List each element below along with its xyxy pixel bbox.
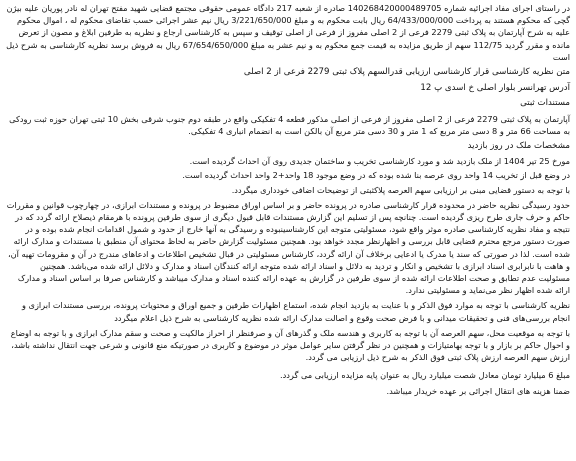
property-address: آدرس تهرانسر بلوار اصلی خ اسدی پ 12 bbox=[420, 83, 570, 94]
amount-text: مبلغ 6 میلیارد تومان معادل شصت میلیارد ریال به عنوان پایه مزایده ارزیابی می گردد. bbox=[280, 370, 570, 381]
registry-text: آپارتمان به پلاک ثبتی 2279 فرعی از 2 اصلی مفروز از فرعی از اصلی مذکور قطعه 4 تفکیکی واقع در طبقه دوم جنوب شرقی بخش 10 ثبتی تهران حوزه ثبت رودکی به مساحت 66 متر و 8 دسی متر مربع که 1 متر و 30 دسی متر مربع آن بالکن است به انضمام انباری 4 تفکیکی. bbox=[9, 113, 570, 136]
review-text: نظریه کارشناسی با توجه به موارد فوق الذکر و با عنایت به بازدید انجام شده، استماع اظهارات طرفین و جمیع اوراق و محتویات پرونده، بررسی مستندات ابرازی و انجام بررسی‌های فنی و تحقیقات میدانی و با فرض صحت وقوع و اصالت مدارک ارائه شده نظریه کارشناسی به شرح ذیل اعلام میگردد bbox=[21, 300, 570, 323]
scope-text: حدود رسیدگی نظریه حاضر در محدوده قرار کارشناسی صادره در پرونده حاضر و بر اساس اوراق مضبوط در پرونده و مستندات ابرازی، در چهارچوب قوانین و مقررات حاکم و حرف جاری طرح ریزی گردیده است. چنانچه پس از تسلیم این گزارش مستندات قابل قبول دیگری از سوی طرفین پرونده با هرمقام ذیصلاح ارائه گردد که در نتیجه و مفاد نظریه کارشناسی صادره موثر واقع شود، مسئولیتی متوجه این کارشناسینبوده و رسیدگی به آنها خارج از حدود و شمول اقدامات انجام شده بوده و در صورت دستور مرجع محترم قضایی قابل بررسی و اظهارنظر مجدد خواهد بود. همچنین مسئولیت گزارش حاضر به لحاظ محتوای آن منطبق با مستندات و مدارک ارائه شده است. لذا در صورتی که سند یا مدرک یا ادعایی برخلاف آن ارائه گردد، کارشناس مسئولیتی در قبال تشخیص اطلاعات و ادعاهای مندرج در آن و مقرومات تهیه آن، و هاهت با نابرابری اسناد ابرازی با تشخیص و انکار و تردید به دلائل و اسناد ارائه شده متوجه ارائه کنندگان اسناد و مدارک و دلائل ارائه شده می‌باشد. همچنین مسئولیت عدم تطابق و صحت اطلاعات ارائه شده از سوی طرفین در گزارش به عهده ارائه کننده اسناد و مدارک میباشد و کارشناس صرفا بر اساس اسناد و مدارک ارائه شده اظهار نظر می‌نماید و مسئولیتی ندارد. bbox=[6, 199, 570, 296]
visit-heading: مشخصات ملک در روز بازدید bbox=[467, 141, 570, 152]
registry-heading: مستندات ثبتی bbox=[520, 98, 570, 109]
report-title: متن نظریه کارشناسی قرار کارشناسی ارزیابی قدرالسهم پلاک ثبتی 2279 فرعی از 2 اصلی bbox=[243, 67, 570, 78]
fyi-text: با توجه به دستور قضایی مبنی بر ارزیابی سهم العرصه پلاکثبتی از توضیحات اضافی خودداری میگردد. bbox=[231, 184, 570, 195]
costs-text: ضمنا هزینه های انتقال اجرائی بر عهده خریدار میباشد. bbox=[386, 385, 570, 396]
status-text: در وضع قبل از تخریب 14 واحد روی عرصه بنا شده بوده که در وضع موجود 18 واحد+2 واحد احداث گردیده است. bbox=[182, 170, 570, 181]
visit-text: مورخ 25 تیر 1404 از ملک بازدید شد و مورد کارشناسی تخریب و ساختمان جدیدی روی آن احداث گردیده است. bbox=[189, 156, 570, 167]
valuation-text: با توجه به موقعیت محل، سهم العرصه آن با توجه به کاربری و هندسه ملک و گذرهای آن و صرفنظر از احراز مالکیت و صحت و سقم مدارک ابرازی و با توجه به اوضاع و احوال حاکم بر بازار و با توجه بهامتیازات و همچنین در نظر گرفتن سایر عوامل موثر در موضوع و کاربری در صورتیکه منع قانونی و شرعی جهت انتقال نداشته باشد، ارزش سهم العرصه ارزش پلاک ثبتی فوق الذکر به شرح ذیل ارزیابی می گردد. bbox=[10, 327, 570, 363]
notice-intro: در راستای اجرای مفاد اجرائیه شماره 140268420000489705 صادره از شعبه 217 دادگاه عمومی حقوقی مجتمع قضایی شهید مفتح تهران له نادر پوریان علیه بیژن گچی که محکوم هستند به پرداخت 64/433/000/000 ریال بابت محکوم به و مبلغ 3/221/650/000 ریال نیم عشر اجرائی حسب تقاضای محکوم له ، اموال محکوم علیه به شرح آپارتمان به پلاک ثبتی 2279 فرعی از 2 اصلی مفروز از فرعی از اصلی توقیف و سپس به کارشناسی ارجاع و نظریه به طرفین ابلاغ و مصون از تعرض مانده و مقرر گردید 112/75 سهم از طریق مزایده به قیمت جمع محکوم به و نیم عشر به مبلغ 67/654/650/000 ریال به فروش برسد نظریه کارشناسی به شرح ذیل است bbox=[6, 3, 570, 62]
